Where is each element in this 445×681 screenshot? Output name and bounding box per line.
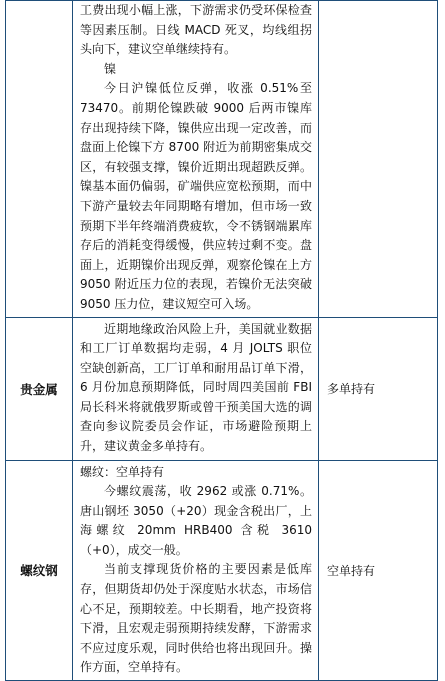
analysis-paragraph: 今日沪镍低位反弹，收涨 0.51%至 73470。前期伦镍跌破 9000 后两市镍库存出现持续下降，镍供应出现一定改善，而盘面上伦镍下方 8700 附近为前期密集成交区，有较强支撑，镍价近期出现超跌反弹。镍基本面仍偏弱，矿端供应宽松预期，而中下游产量较去年同期略有增加，但市场一致预期下半年终端消费疲软，令不锈钢端累库存后的消耗变得缓慢，供应转过剩不变。盘面上，近期镍价出现反弹，观察伦镍在上方 9050 附近压力位的表现，若镍价无法突破 9050 压力位，建议短空可入场。	[80, 81, 312, 311]
analysis-paragraph: 今螺纹震荡，收 2962 或涨 0.71%。唐山钢坯 3050（+20）现金含税出厂，上海螺纹 20mm HRB400 含税 3610（+0），成交一般。	[80, 484, 312, 557]
analysis-cell	[73, 1, 319, 318]
category-cell: 螺纹钢	[6, 460, 73, 681]
category-cell	[6, 1, 73, 318]
view-cell	[319, 1, 438, 318]
analysis-cell	[73, 460, 319, 681]
analysis-paragraph: 近期地缘政治风险上升，美国就业数据和工厂订单数据均走弱，4 月 JOLTS 职位空缺创新高，工厂订单和耐用品订单下滑，6 月份加息预期降低，同时周四美国前 FBI 局长科米将就俄罗斯或曾干预美国大选的调查向参议院委员会作证，市场避险预期上升，建议黄金多单持有。	[80, 321, 312, 454]
view-cell: 多单持有	[319, 317, 438, 460]
category-cell: 贵金属	[6, 317, 73, 460]
analysis-cell	[73, 317, 319, 460]
analysis-continued-text: 工费出现小幅上涨，下游需求仍受环保检查等因素压制。日线 MACD 死叉，均线组拐头向下，建议空单继续持有。	[80, 3, 312, 57]
analysis-header: 螺纹：空单持有	[80, 464, 165, 479]
view-cell: 空单持有	[319, 460, 438, 681]
analysis-paragraph: 当前支撑现货价格的主要因素是低库存，但期货却仍处于深度贴水状态，市场信心不足，预期较差。中长期看，地产投资将下滑，且宏观走弱预期持续发酵，下游需求不应过度乐观，同时供给也将出现回升。操作方面，空单持有。	[80, 562, 312, 675]
analysis-subtitle-nickel: 镍	[104, 61, 117, 76]
table-row-nonferrous	[6, 1, 438, 318]
table-row-precious-metals	[6, 317, 438, 460]
table-row-rebar	[6, 460, 438, 681]
commodity-report-table	[5, 0, 438, 681]
